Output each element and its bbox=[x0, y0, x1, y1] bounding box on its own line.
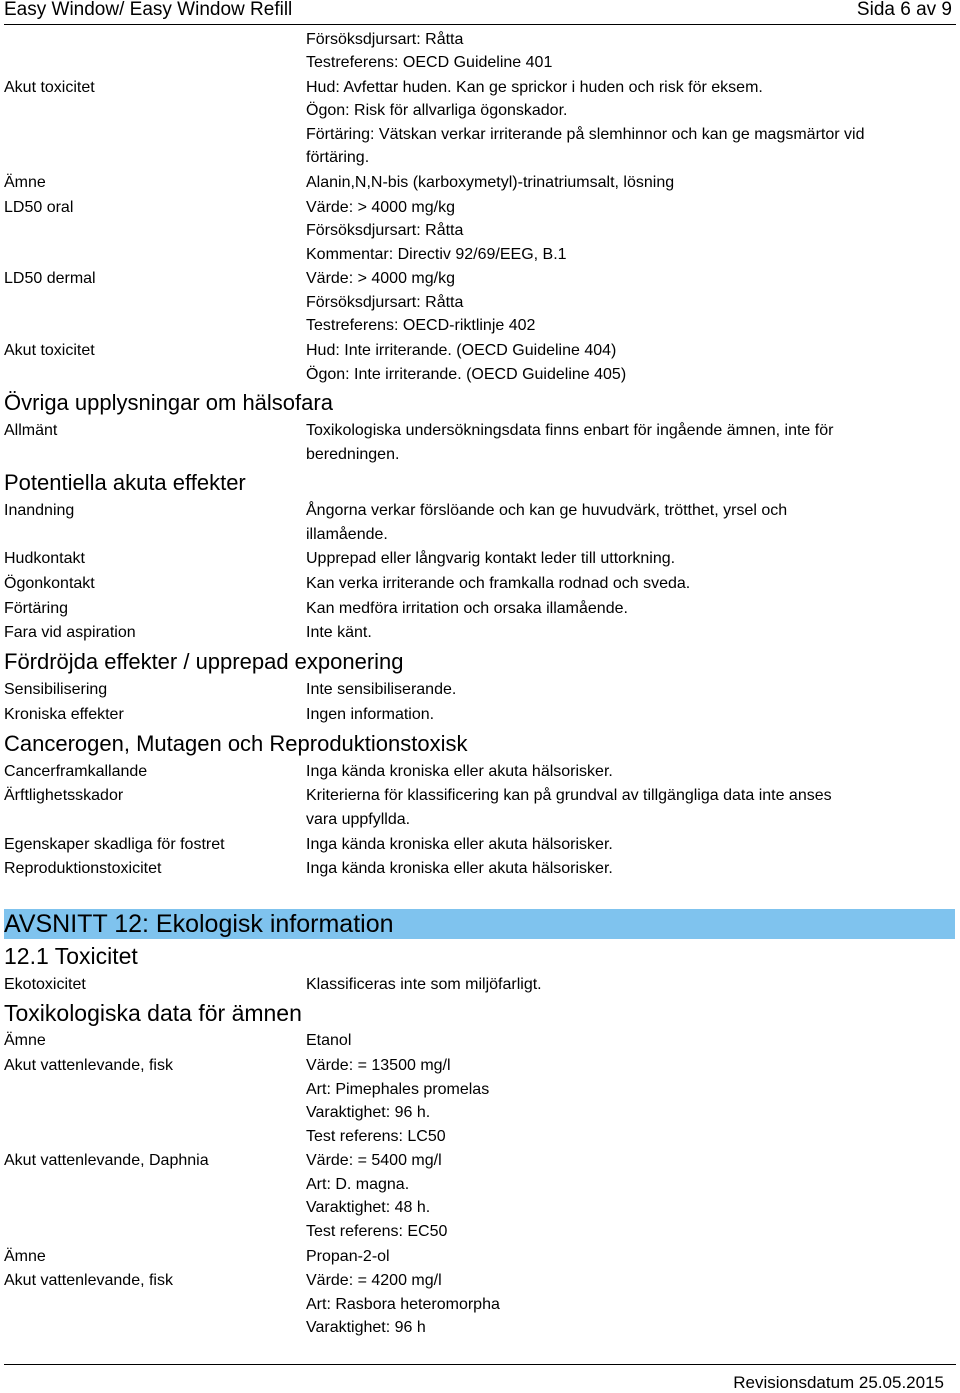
value-line: förtäring. bbox=[306, 149, 370, 166]
value-line: Inga kända kroniska eller akuta hälsorisker. bbox=[306, 763, 613, 780]
value-line: Testreferens: OECD-riktlinje 402 bbox=[306, 317, 536, 334]
value-line: Propan-2-ol bbox=[306, 1248, 390, 1265]
footer-rule bbox=[4, 1364, 956, 1365]
value-line: Inte känt. bbox=[306, 624, 372, 641]
value-line: Hud: Avfettar huden. Kan ge sprickor i huden och risk för eksem. bbox=[306, 79, 763, 96]
value-line: Test referens: EC50 bbox=[306, 1223, 448, 1240]
field-label: Ämne bbox=[4, 1248, 46, 1265]
field-label: Förtäring bbox=[4, 600, 69, 617]
field-label: Akut toxicitet bbox=[4, 342, 95, 359]
field-label: Hudkontakt bbox=[4, 550, 85, 567]
field-label: Egenskaper skadliga för fostret bbox=[4, 836, 225, 853]
field-label: Kroniska effekter bbox=[4, 706, 124, 723]
value-line: Art: D. magna. bbox=[306, 1176, 410, 1193]
value-line: Kan verka irriterande och framkalla rodnad och sveda. bbox=[306, 575, 691, 592]
value-line: illamående. bbox=[306, 526, 388, 543]
field-label: Fara vid aspiration bbox=[4, 624, 136, 641]
value-line: Värde: = 13500 mg/l bbox=[306, 1057, 451, 1074]
value-line: Varaktighet: 48 h. bbox=[306, 1199, 431, 1216]
value-line: Värde: > 4000 mg/kg bbox=[306, 270, 455, 287]
value-line: Försöksdjursart: Råtta bbox=[306, 31, 464, 48]
value-line: Upprepad eller långvarig kontakt leder till uttorkning. bbox=[306, 550, 676, 567]
value-line: Varaktighet: 96 h bbox=[306, 1319, 426, 1336]
value-line: Klassificeras inte som miljöfarligt. bbox=[306, 976, 542, 993]
value-line: Kan medföra irritation och orsaka illamående. bbox=[306, 600, 628, 617]
value-line: Art: Pimephales promelas bbox=[306, 1081, 490, 1098]
field-label: LD50 oral bbox=[4, 199, 74, 216]
field-label: LD50 dermal bbox=[4, 270, 96, 287]
value-line: Art: Rasbora heteromorpha bbox=[306, 1296, 500, 1313]
value-line: beredningen. bbox=[306, 446, 400, 463]
page-number: Sida 6 av 9 bbox=[856, 0, 952, 20]
value-line: Toxikologiska undersökningsdata finns enbart för ingående ämnen, inte för bbox=[306, 422, 834, 439]
section-heading: Fördröjda effekter / upprepad exponering bbox=[4, 649, 404, 674]
value-line: Ögon: Risk för allvarliga ögonskador. bbox=[306, 102, 568, 119]
value-line: Inga kända kroniska eller akuta hälsorisker. bbox=[306, 836, 613, 853]
section-heading: Cancerogen, Mutagen och Reproduktionstoxisk bbox=[4, 731, 468, 756]
field-label: Sensibilisering bbox=[4, 681, 108, 698]
section-heading: Potentiella akuta effekter bbox=[4, 470, 246, 495]
field-label: Reproduktionstoxicitet bbox=[4, 860, 162, 877]
field-label: Akut toxicitet bbox=[4, 79, 95, 96]
value-line: Etanol bbox=[306, 1032, 352, 1049]
field-label: Allmänt bbox=[4, 422, 58, 439]
header-rule bbox=[4, 24, 956, 25]
field-label: Cancerframkallande bbox=[4, 763, 148, 780]
field-label: Ögonkontakt bbox=[4, 575, 95, 592]
document-title: Easy Window/ Easy Window Refill bbox=[4, 0, 293, 20]
value-line: Alanin,N,N-bis (karboxymetyl)-trinatriumsalt, lösning bbox=[306, 174, 675, 191]
field-label: Ämne bbox=[4, 1032, 46, 1049]
field-label: Ekotoxicitet bbox=[4, 976, 86, 993]
value-line: Test referens: LC50 bbox=[306, 1128, 446, 1145]
subsection-heading: 12.1 Toxicitet bbox=[4, 943, 138, 969]
value-line: Varaktighet: 96 h. bbox=[306, 1104, 431, 1121]
value-line: Hud: Inte irriterande. (OECD Guideline 404) bbox=[306, 342, 617, 359]
field-label: Akut vattenlevande, Daphnia bbox=[4, 1152, 209, 1169]
value-line: vara uppfyllda. bbox=[306, 811, 411, 828]
value-line: Värde: = 4200 mg/l bbox=[306, 1272, 442, 1289]
field-label: Ämne bbox=[4, 174, 46, 191]
field-label: Akut vattenlevande, fisk bbox=[4, 1057, 173, 1074]
value-line: Ingen information. bbox=[306, 706, 435, 723]
value-line: Testreferens: OECD Guideline 401 bbox=[306, 54, 553, 71]
value-line: Försöksdjursart: Råtta bbox=[306, 222, 464, 239]
section-heading: Övriga upplysningar om hälsofara bbox=[4, 390, 333, 415]
revision-date: Revisionsdatum 25.05.2015 bbox=[733, 1373, 944, 1392]
value-line: Värde: > 4000 mg/kg bbox=[306, 199, 455, 216]
field-label: Inandning bbox=[4, 502, 75, 519]
value-line: Förtäring: Vätskan verkar irriterande på slemhinnor och kan ge magsmärtor vid bbox=[306, 126, 865, 143]
subsection-heading: Toxikologiska data för ämnen bbox=[4, 1000, 302, 1026]
value-line: Försöksdjursart: Råtta bbox=[306, 294, 464, 311]
section-12-heading: AVSNITT 12: Ekologisk information bbox=[4, 910, 394, 938]
value-line: Inte sensibiliserande. bbox=[306, 681, 457, 698]
value-line: Kommentar: Directiv 92/69/EEG, B.1 bbox=[306, 246, 567, 263]
field-label: Akut vattenlevande, fisk bbox=[4, 1272, 173, 1289]
value-line: Ångorna verkar förslöande och kan ge huvudvärk, trötthet, yrsel och bbox=[306, 502, 788, 519]
value-line: Kriterierna för klassificering kan på grundval av tillgängliga data inte anses bbox=[306, 787, 832, 804]
value-line: Inga kända kroniska eller akuta hälsorisker. bbox=[306, 860, 613, 877]
value-line: Värde: = 5400 mg/l bbox=[306, 1152, 442, 1169]
field-label: Ärftlighetsskador bbox=[4, 787, 124, 804]
value-line: Ögon: Inte irriterande. (OECD Guideline 405) bbox=[306, 366, 627, 383]
